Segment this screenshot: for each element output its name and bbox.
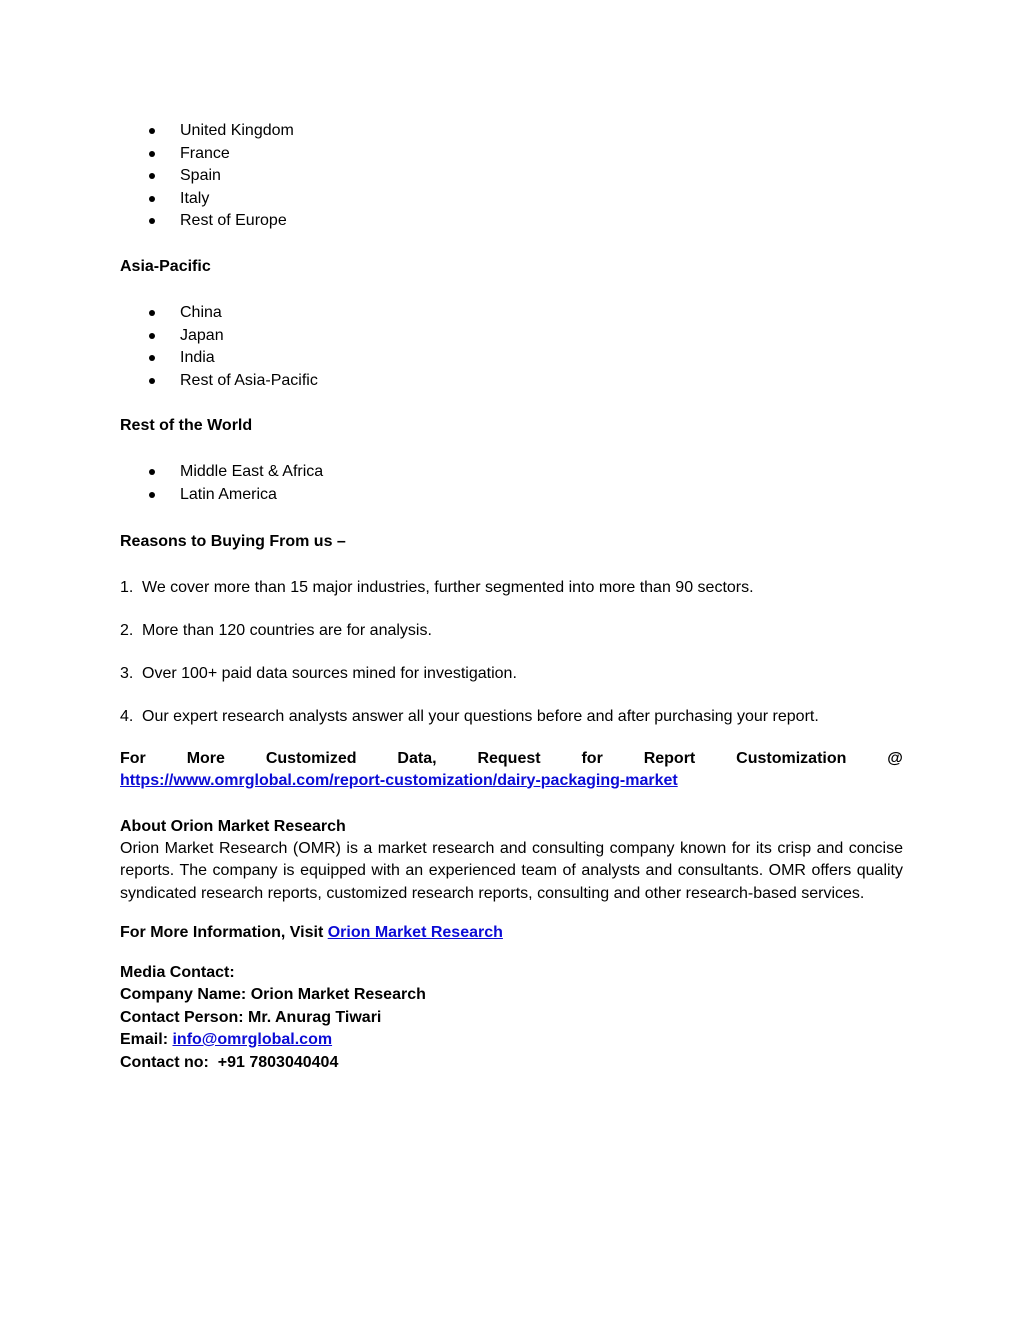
bullet-icon (149, 492, 155, 498)
more-info-line: For More Information, Visit Orion Market Research (120, 924, 503, 942)
phone-number: Contact no: +91 7803040404 (120, 1053, 339, 1071)
list-item: China (120, 302, 903, 325)
contact-block (120, 962, 903, 1075)
media-contact-label: Media Contact: (120, 963, 235, 981)
bullet-icon (149, 151, 155, 157)
bullet-icon (149, 218, 155, 224)
customization-link-line (120, 770, 903, 792)
list-item: Rest of Europe (120, 210, 903, 233)
bullet-icon (149, 128, 155, 134)
reason-item: 2. More than 120 countries are for analysis. (120, 621, 432, 639)
email-link[interactable]: info@omrglobal.com (172, 1031, 333, 1049)
list-item: United Kingdom (120, 120, 903, 143)
bullet-icon (149, 333, 155, 339)
reasons-heading: Reasons to Buying From us – (120, 532, 346, 550)
orion-market-research-link[interactable]: Orion Market Research (327, 924, 503, 942)
reason-item: 4. Our expert research analysts answer all your questions before and after purchasing your report. (120, 707, 819, 725)
list-item: Italy (120, 188, 903, 211)
list-item: Spain (120, 165, 903, 188)
reason-item: 3. Over 100+ paid data sources mined for investigation. (120, 664, 517, 682)
asia-pacific-list (120, 302, 903, 392)
rest-of-world-list (120, 461, 903, 506)
bullet-icon (149, 310, 155, 316)
rest-of-world-heading: Rest of the World (120, 417, 253, 435)
bullet-icon (149, 173, 155, 179)
bullet-icon (149, 378, 155, 384)
asia-pacific-heading: Asia-Pacific (120, 257, 211, 275)
customization-link[interactable]: https://www.omrglobal.com/report-customization/dairy-packaging-market (120, 771, 678, 789)
bullet-icon (149, 469, 155, 475)
company-name: Company Name: Orion Market Research (120, 986, 426, 1004)
about-paragraph: Orion Market Research (OMR) is a market research and consulting company known for its crisp and concise reports. The company is equipped with an experienced team of analysts and consultants. OMR offers quality syndicated research reports, customized research reports, consulting and other research-based services. (120, 839, 903, 902)
reason-item: 1. We cover more than 15 major industries, further segmented into more than 90 sectors. (120, 578, 754, 596)
list-item: India (120, 347, 903, 370)
europe-list (120, 120, 903, 233)
bullet-icon (149, 196, 155, 202)
list-item: Japan (120, 325, 903, 348)
email-line: Email: info@omrglobal.com (120, 1031, 333, 1049)
document-page (120, 120, 903, 1074)
list-item: Rest of Asia-Pacific (120, 370, 903, 393)
about-heading: About Orion Market Research (120, 817, 346, 835)
list-item: Middle East & Africa (120, 461, 903, 484)
customization-line: For More Customized Data, Request for Report Customization @ (120, 749, 903, 767)
contact-person: Contact Person: Mr. Anurag Tiwari (120, 1008, 382, 1026)
list-item: Latin America (120, 484, 903, 507)
bullet-icon (149, 355, 155, 361)
list-item: France (120, 143, 903, 166)
